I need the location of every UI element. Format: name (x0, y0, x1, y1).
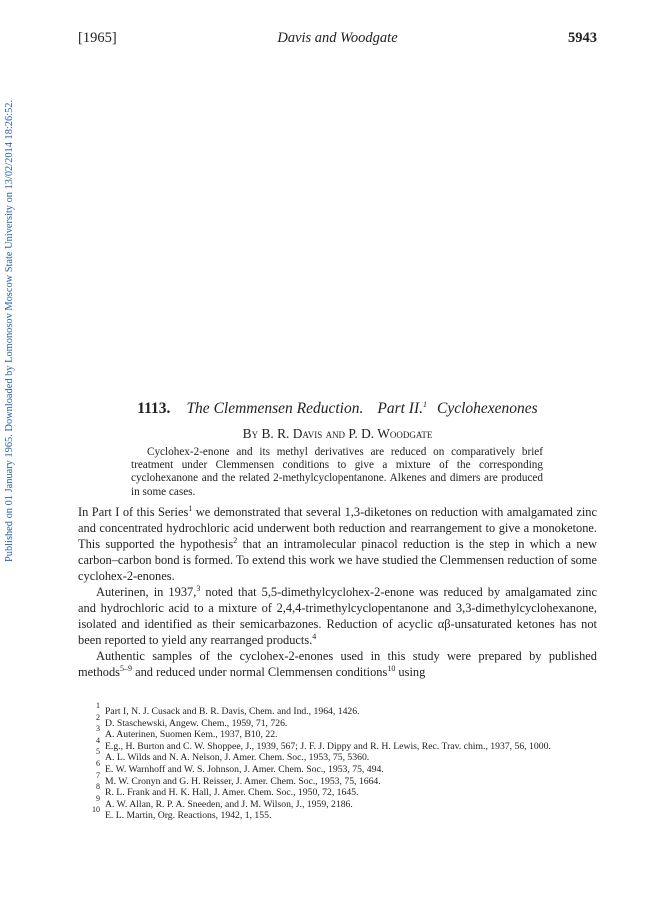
p3-text-c: using (395, 665, 426, 679)
footnote-number: 2 (96, 712, 100, 722)
footnote-text: A. W. Allan, R. P. A. Sneeden, and J. M. Wilson, J., 1959, 2186. (105, 798, 353, 810)
footnote-text: E. W. Warnhoff and W. S. Johnson, J. Amer. Chem. Soc., 1953, 75, 494. (105, 763, 384, 775)
byline: By B. R. Davis and P. D. Woodgate (242, 426, 433, 441)
paragraph-1 (78, 504, 597, 584)
footnote (80, 701, 597, 718)
p1-ref-1: 1 (188, 503, 193, 513)
p1-text-a: In Part I of this Series (78, 505, 189, 519)
footnote-text: M. W. Cronyn and G. H. Reisser, J. Amer. Chem. Soc., 1953, 75, 1664. (105, 775, 381, 787)
footnote-number: 10 (92, 805, 100, 815)
footnote (80, 724, 597, 741)
p3-ref-2: 10 (387, 663, 396, 673)
footnote (80, 805, 597, 822)
footnote (80, 712, 597, 730)
running-header (78, 30, 597, 52)
footnote-text: A. L. Wilds and N. A. Nelson, J. Amer. Chem. Soc., 1953, 75, 5360. (105, 752, 370, 764)
footnote-number: 8 (96, 782, 100, 792)
paragraph-3 (78, 648, 597, 680)
footnote-number: 6 (96, 758, 100, 768)
footnote-text: E. L. Martin, Org. Reactions, 1942, 1, 155. (105, 810, 272, 822)
title-main: The Clemmensen Reduction. (186, 400, 364, 417)
p3-text-b: and reduced under normal Clemmensen conditions (132, 665, 388, 679)
header-year: [1965] (78, 30, 117, 46)
footnote-text: R. L. Frank and H. K. Hall, J. Amer. Chem. Soc., 1950, 72, 1645. (105, 787, 359, 799)
title-subtitle: Cyclohexenones (437, 400, 538, 417)
p1-text-b: we demonstrated that several 1,3-diketones on reduction with amalgamated zinc and concentrated hydrochloric acid underwent both reduction and rearrangement to give a monoketone. This supported the hypothesis (78, 505, 597, 551)
p3-ref-1: 5–9 (120, 663, 132, 673)
title-part (377, 400, 427, 417)
footnote-number: 5 (96, 747, 100, 757)
header-authors: Davis and Woodgate (277, 30, 398, 46)
abstract: Cyclohex-2-enone and its methyl derivatives are reduced on comparatively brief treatment under Clemmensen conditions to give a mixture of the corresponding cyclohexanone and the related 2-methylcyclopentanone. Alkenes and dimers are produced in some cases. (131, 446, 543, 498)
footnotes (80, 701, 597, 822)
title-part-label: Part II. (377, 400, 423, 417)
footnote-number: 4 (96, 735, 100, 745)
footnote-number: 9 (96, 793, 100, 803)
footnote (80, 747, 597, 764)
title-part-ref: 1 (423, 399, 427, 409)
footnote-number: 1 (96, 701, 100, 710)
footnote-number: 3 (96, 724, 100, 734)
footnote-text: A. Auterinen, Suomen Kem., 1937, B10, 22. (105, 729, 278, 741)
footnote-text: Part I, N. J. Cusack and B. R. Davis, Chem. and Ind., 1964, 1426. (105, 706, 360, 717)
p3-text-a: Authentic samples of the cyclohex-2-enones used in this study were prepared by published methods (78, 649, 597, 679)
footnote (80, 782, 597, 799)
p2-text-b: noted that 5,5-dimethylcyclohex-2-enone was reduced by amalgamated zinc and hydrochloric acid to a mixture of 2,4,4-trimethylcyclopentanone and 3,3-dimethylcyclohexanone, isolated and identified as their semicarbazones. Reduction of acyclic αβ-unsaturated ketones has not been reported to yield any rearranged products. (78, 585, 597, 647)
article-number: 1113. (137, 400, 171, 417)
article-title (78, 400, 597, 418)
footnote-text: D. Staschewski, Angew. Chem., 1959, 71, 726. (105, 717, 288, 729)
footnote-text: E.g., H. Burton and C. W. Shoppee, J., 1939, 567; J. F. J. Dippy and R. H. Lewis, Rec. Trav. chim., 1937, 56, 1000. (105, 740, 551, 752)
download-note[interactable]: Published on 01 January 1965. Downloaded by Lomonosov Moscow State University on 13/02/2014 18:26:52. (4, 100, 15, 563)
p1-text-c: that an intramolecular pinacol reduction is the step in which a new carbon–carbon bond is formed. To extend this work we have studied the Clemmensen reduction of some cyclohex-2-enones. (78, 537, 597, 583)
footnote-number: 7 (96, 770, 100, 780)
page-number: 5943 (568, 30, 597, 46)
p2-ref-2: 4 (312, 631, 317, 641)
body-text (78, 504, 597, 680)
footnote (80, 770, 597, 788)
p1-ref-2: 2 (233, 535, 238, 545)
p2-ref-1: 3 (196, 583, 201, 593)
paragraph-2 (78, 584, 597, 648)
p2-text-a: Auterinen, in 1937, (96, 585, 197, 599)
